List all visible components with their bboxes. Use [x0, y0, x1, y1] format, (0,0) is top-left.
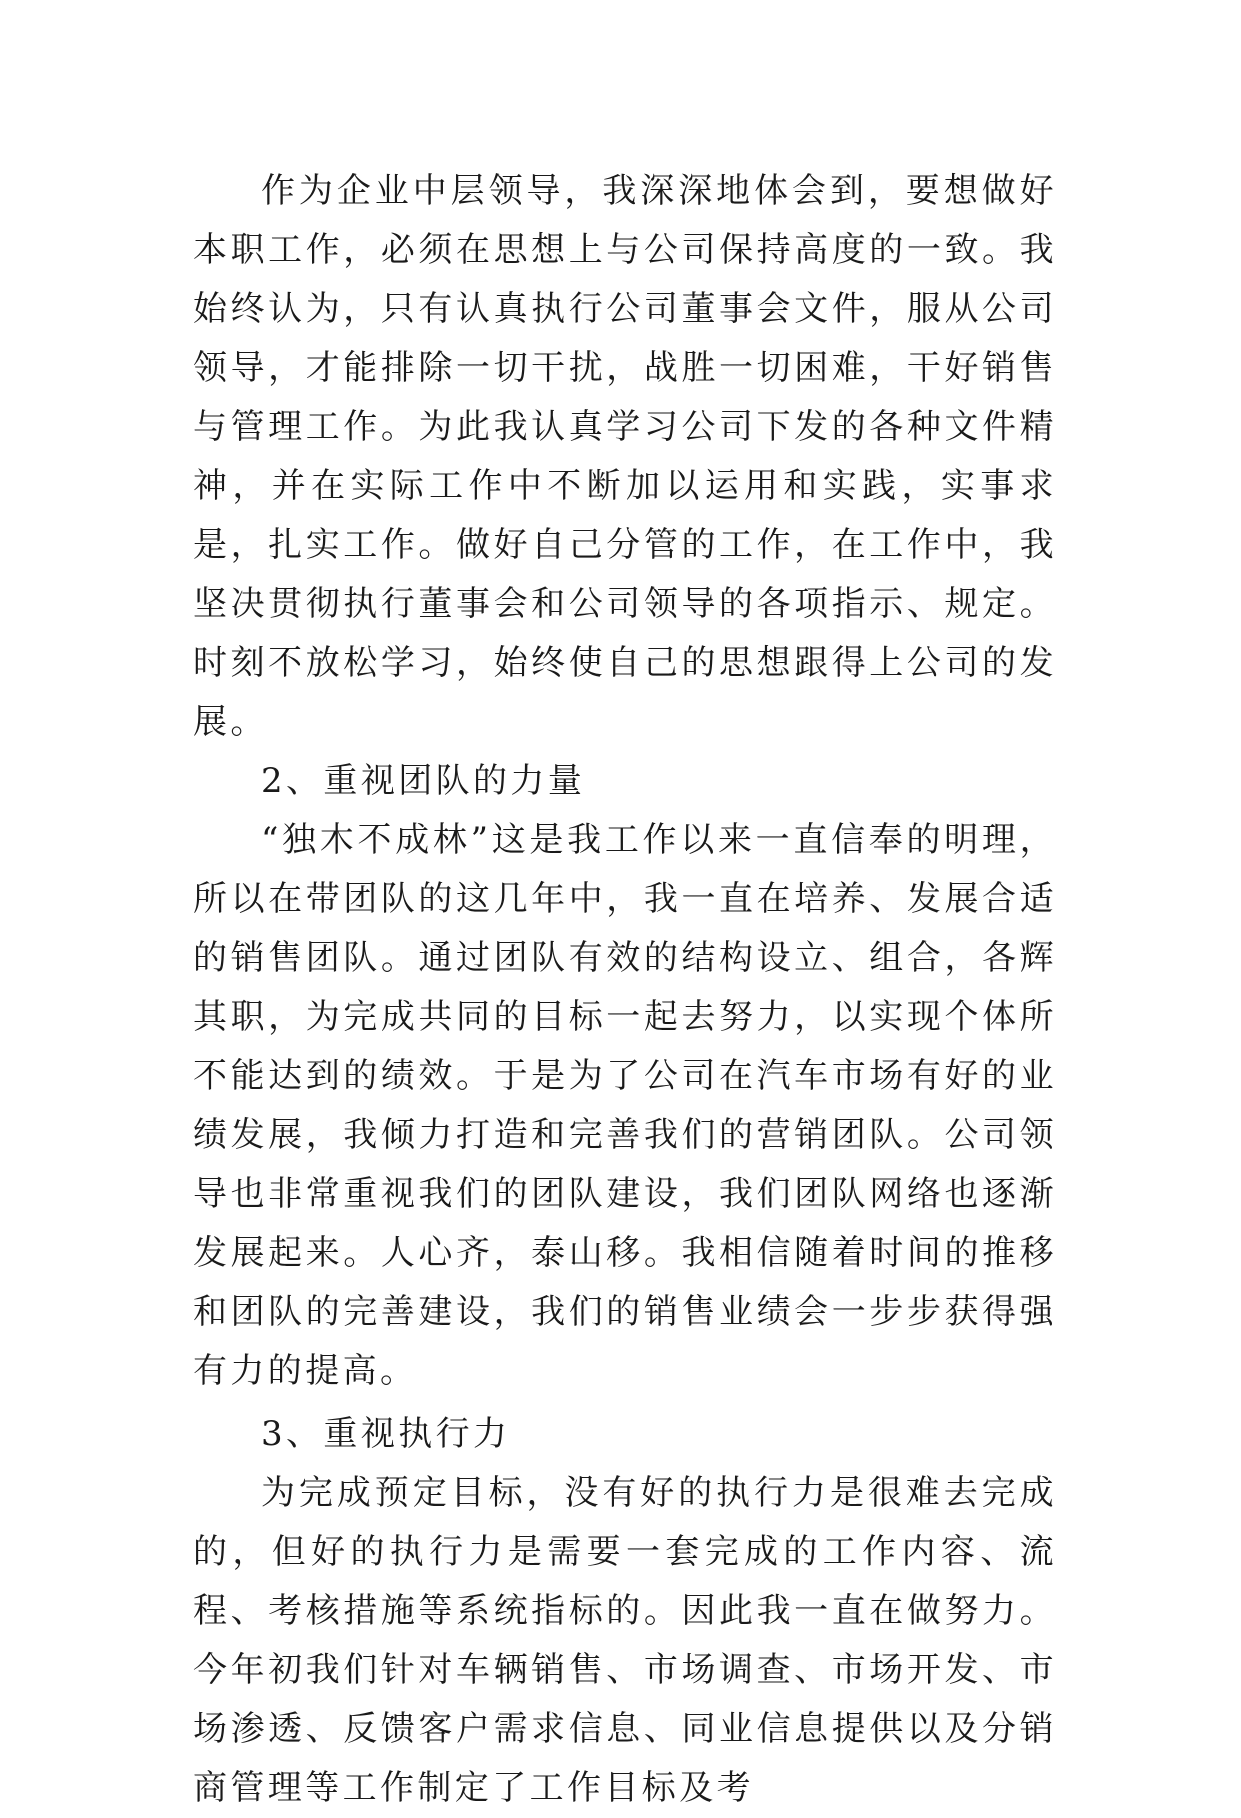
paragraph-execution: 为完成预定目标，没有好的执行力是很难去完成的，但好的执行力是需要一套完成的工作内容、流程、考核措施等系统指标的。因此我一直在做努力。今年初我们针对车辆销售、市场调查、市场开发、市场渗透、反馈客户需求信息、同业信息提供以及分销商管理等工作制定了工作目标及考 [193, 1473, 1057, 1808]
section-heading-team: 2、重视团队的力量 [261, 761, 586, 801]
paragraph-ideology: 作为企业中层领导，我深深地体会到，要想做好本职工作，必须在思想上与公司保持高度的一致。我始终认为，只有认真执行公司董事会文件，服从公司领导，才能排除一切干扰，战胜一切困难，干好销售与管理工作。为此我认真学习公司下发的各种文件精神，并在实际工作中不断加以运用和实践，实事求是，扎实工作。做好自己分管的工作，在工作中，我坚决贯彻执行董事会和公司领导的各项指示、规定。时刻不放松学习，始终使自己的思想跟得上公司的发展。 [193, 171, 1057, 742]
document-body [193, 162, 1057, 1818]
section-heading-execution: 3、重视执行力 [261, 1414, 511, 1454]
paragraph-team: “独木不成林”这是我工作以来一直信奉的明理，所以在带团队的这几年中，我一直在培养、发展合适的销售团队。通过团队有效的结构设立、组合，各辉其职，为完成共同的目标一起去努力，以实现个体所不能达到的绩效。于是为了公司在汽车市场有好的业绩发展，我倾力打造和完善我们的营销团队。公司领导也非常重视我们的团队建设，我们团队网络也逐渐发展起来。人心齐，泰山移。我相信随着时间的推移和团队的完善建设，我们的销售业绩会一步步获得强有力的提高。 [193, 820, 1057, 1391]
